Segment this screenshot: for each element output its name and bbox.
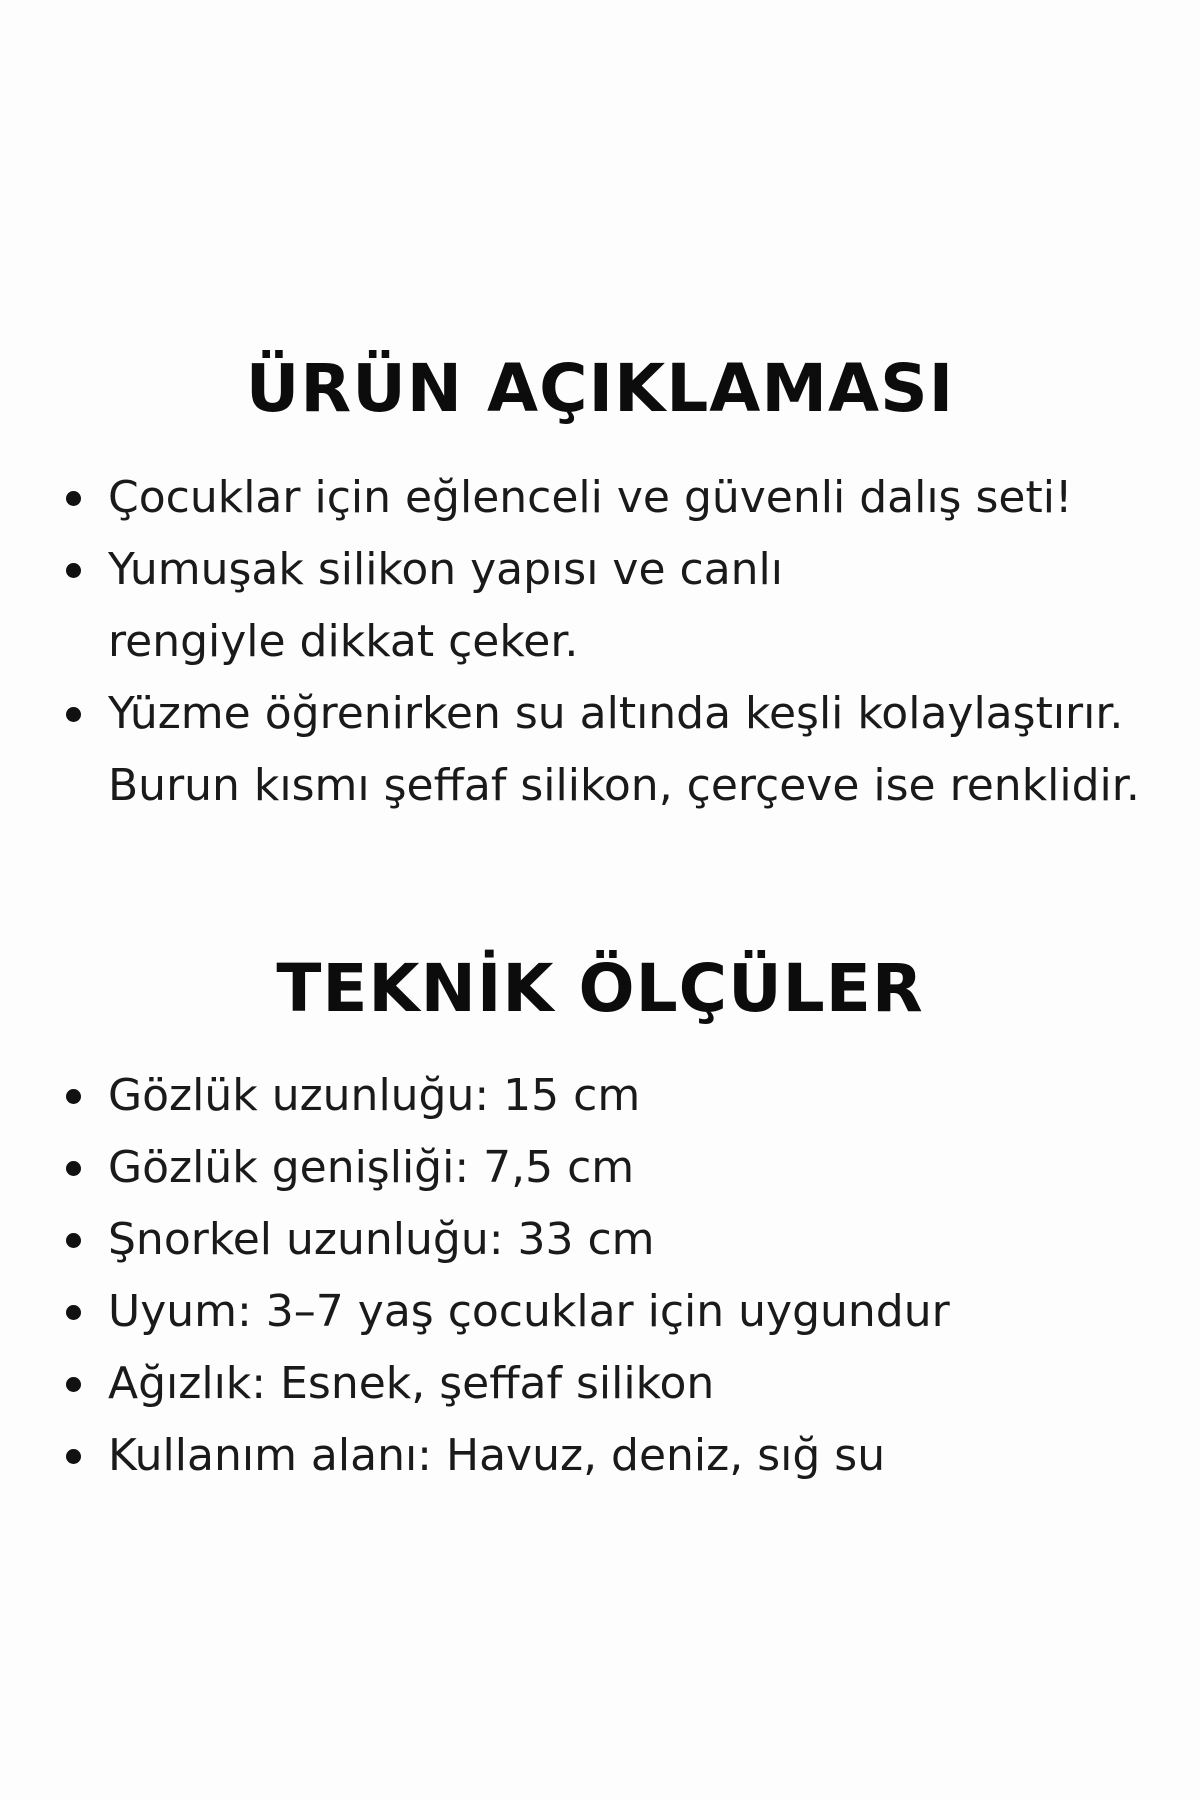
section-title-product-description: ÜRÜN AÇIKLAMASI: [245, 350, 955, 427]
bullet-icon: [66, 1305, 81, 1320]
list-item: [56, 462, 1176, 534]
list-item-text: Yüzme öğrenirken su altında keşli kolaylaştırır. Burun kısmı şeffaf silikon, çerçeve ise renklidir.: [108, 688, 1140, 811]
list-item: [56, 1420, 1176, 1492]
list-item: [56, 678, 1188, 822]
list-item-text: Yumuşak silikon yapısı ve canlı rengiyle dikkat çeker.: [108, 544, 783, 667]
list-item-text: Uyum: 3–7 yaş çocuklar için uygundur: [108, 1286, 950, 1337]
section-title-technical-measurements: TEKNİK ÖLÇÜLER: [276, 950, 924, 1027]
product-description-list: [56, 462, 1176, 822]
bullet-icon: [66, 563, 81, 578]
list-item-text: Gözlük uzunluğu: 15 cm: [108, 1070, 641, 1121]
bullet-icon: [66, 707, 81, 722]
bullet-icon: [66, 1233, 81, 1248]
list-item: [56, 1204, 1176, 1276]
bullet-icon: [66, 491, 81, 506]
list-item: [56, 1276, 1176, 1348]
list-item: [56, 1060, 1176, 1132]
list-item-text: Çocuklar için eğlenceli ve güvenli dalış seti!: [108, 472, 1073, 523]
list-item-text: Kullanım alanı: Havuz, deniz, sığ su: [108, 1430, 886, 1481]
list-item: [56, 534, 968, 678]
list-item: [56, 1132, 1176, 1204]
list-item-text: Şnorkel uzunluğu: 33 cm: [108, 1214, 655, 1265]
list-item-text: Ağızlık: Esnek, şeffaf silikon: [108, 1358, 715, 1409]
bullet-icon: [66, 1161, 81, 1176]
bullet-icon: [66, 1089, 81, 1104]
bullet-icon: [66, 1449, 81, 1464]
list-item: [56, 1348, 1176, 1420]
technical-measurements-list: [56, 1060, 1176, 1492]
list-item-text: Gözlük genişliği: 7,5 cm: [108, 1142, 635, 1193]
bullet-icon: [66, 1377, 81, 1392]
